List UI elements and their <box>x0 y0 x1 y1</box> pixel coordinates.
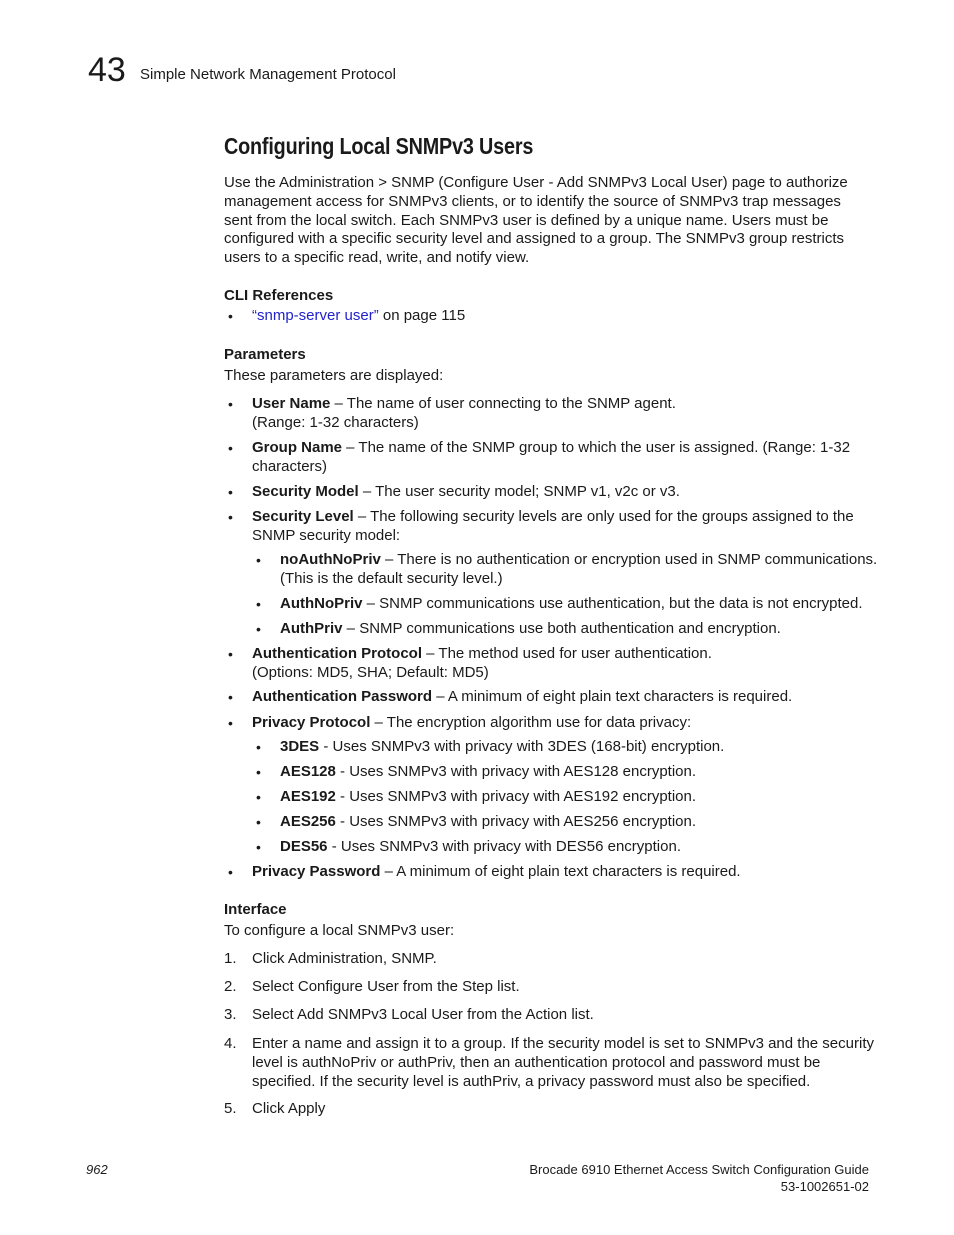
param-desc: – The encryption algorithm use for data privacy: <box>370 714 692 731</box>
param-term: User Name <box>252 395 331 412</box>
param-desc: – There is no authentication or encryption used in SNMP communications. <box>380 551 878 568</box>
param-desc-cont: SNMP security model: <box>252 526 401 544</box>
param-desc-cont: (Options: MD5, SHA; Default: MD5) <box>252 663 489 681</box>
param-desc: – The user security model; SNMP v1, v2c or v3. <box>358 483 680 500</box>
param-desc: – A minimum of eight plain text characters is required. <box>380 863 741 880</box>
param-privacy-protocol <box>252 714 691 733</box>
cli-references-heading: CLI References <box>224 287 334 304</box>
cli-reference-page: on page 115 <box>378 307 466 324</box>
param-desc: – The name of user connecting to the SNMP agent. <box>330 395 676 412</box>
interface-heading: Interface <box>224 901 287 918</box>
param-group-name <box>252 439 850 477</box>
bullet-icon: • <box>256 552 261 568</box>
param-user-name <box>252 395 676 433</box>
bullet-icon: • <box>228 509 233 525</box>
param-term: Security Level <box>252 508 354 525</box>
param-term: noAuthNoPriv <box>280 551 381 568</box>
step-number: 5. <box>224 1100 237 1117</box>
page-number: 962 <box>86 1162 108 1177</box>
param-desc: - Uses SNMPv3 with privacy with 3DES (168-bit) encryption. <box>319 738 725 755</box>
interface-intro: To configure a local SNMPv3 user: <box>224 922 455 939</box>
param-desc-cont: characters) <box>252 457 328 475</box>
section-title: Configuring Local SNMPv3 Users <box>224 133 534 159</box>
bullet-icon: • <box>228 308 233 324</box>
param-desc: - Uses SNMPv3 with privacy with DES56 encryption. <box>327 838 681 855</box>
param-auth-protocol <box>252 645 712 683</box>
param-desc: – A minimum of eight plain text characters is required. <box>432 688 793 705</box>
step-number: 3. <box>224 1006 237 1023</box>
param-auth-password <box>252 688 792 707</box>
param-security-model <box>252 483 680 502</box>
bullet-icon: • <box>228 646 233 662</box>
doc-number: 53-1002651-02 <box>780 1179 869 1194</box>
bullet-icon: • <box>228 715 233 731</box>
param-desc: - Uses SNMPv3 with privacy with AES128 encryption. <box>335 763 697 780</box>
doc-title: Brocade 6910 Ethernet Access Switch Configuration Guide <box>529 1162 869 1177</box>
param-term: Privacy Password <box>252 863 381 880</box>
param-desc-cont: (Range: 1-32 characters) <box>252 413 419 431</box>
param-term: Privacy Protocol <box>252 714 371 731</box>
bullet-icon: • <box>256 789 261 805</box>
bullet-icon: • <box>228 396 233 412</box>
bullet-icon: • <box>256 814 261 830</box>
step-text: Click Administration, SNMP. <box>252 950 437 967</box>
bullet-icon: • <box>256 621 261 637</box>
step-number: 2. <box>224 978 237 995</box>
param-term: AuthNoPriv <box>280 595 363 612</box>
intro-paragraph: Use the Administration > SNMP (Configure User - Add SNMPv3 Local User) page to authorize management access for SNMPv3 clients, or to identify the source of SNMPv3 trap messages sent from the local switch. Each SNMPv3 user is defined by a unique name. Users must be configured with a specific security level and assigned to a group. The SNMPv3 group restricts users to a specific read, write, and notify view. <box>224 174 848 267</box>
step-text <box>252 1035 874 1091</box>
param-term: Authentication Password <box>252 688 433 705</box>
snmp-server-user-link[interactable]: “snmp-server user” <box>252 307 379 324</box>
bullet-icon: • <box>228 689 233 705</box>
param-term: AES192 <box>280 788 336 805</box>
param-term: DES56 <box>280 838 328 855</box>
param-term: AuthPriv <box>280 620 343 637</box>
bullet-icon: • <box>256 596 261 612</box>
bullet-icon: • <box>228 484 233 500</box>
privacy-des56 <box>280 838 681 857</box>
step-number: 1. <box>224 950 237 967</box>
chapter-number: 43 <box>88 51 126 89</box>
bullet-icon: • <box>228 440 233 456</box>
param-desc: – The following security levels are only used for the groups assigned to the <box>353 508 854 525</box>
privacy-aes192 <box>280 788 696 807</box>
parameters-heading: Parameters <box>224 346 306 363</box>
param-privacy-password <box>252 863 741 882</box>
cli-reference-item <box>252 307 465 326</box>
step-line: Enter a name and assign it to a group. If the security model is set to SNMPv3 and the security <box>252 1035 874 1052</box>
step-text: Click Apply <box>252 1100 326 1117</box>
step-text: Select Configure User from the Step list. <box>252 978 520 995</box>
param-desc: – SNMP communications use authentication, but the data is not encrypted. <box>362 595 863 612</box>
level-noauthnopriv <box>280 551 877 589</box>
param-desc-cont: (This is the default security level.) <box>280 569 503 587</box>
param-term: AES256 <box>280 813 336 830</box>
param-term: Authentication Protocol <box>252 645 422 662</box>
bullet-icon: • <box>256 739 261 755</box>
param-term: 3DES <box>280 738 320 755</box>
param-term: AES128 <box>280 763 336 780</box>
step-number: 4. <box>224 1035 237 1052</box>
param-desc: - Uses SNMPv3 with privacy with AES256 encryption. <box>335 813 697 830</box>
bullet-icon: • <box>256 764 261 780</box>
chapter-title: Simple Network Management Protocol <box>140 66 396 83</box>
param-desc: – SNMP communications use both authentication and encryption. <box>342 620 781 637</box>
param-desc: – The method used for user authentication. <box>422 645 712 662</box>
privacy-aes128 <box>280 763 696 782</box>
param-term: Security Model <box>252 483 359 500</box>
param-desc: - Uses SNMPv3 with privacy with AES192 encryption. <box>335 788 697 805</box>
privacy-3des <box>280 738 724 757</box>
step-line: level is authNoPriv or authPriv, then an authentication protocol and password must be <box>252 1053 821 1071</box>
bullet-icon: • <box>256 839 261 855</box>
level-authnopriv <box>280 595 863 614</box>
level-authpriv <box>280 620 781 639</box>
param-desc: – The name of the SNMP group to which the user is assigned. (Range: 1-32 <box>342 439 851 456</box>
param-security-level <box>252 508 854 546</box>
parameters-intro: These parameters are displayed: <box>224 367 444 384</box>
privacy-aes256 <box>280 813 696 832</box>
step-text: Select Add SNMPv3 Local User from the Action list. <box>252 1006 594 1023</box>
param-term: Group Name <box>252 439 343 456</box>
bullet-icon: • <box>228 864 233 880</box>
step-line: specified. If the security level is authPriv, a privacy password must also be specified. <box>252 1072 811 1090</box>
